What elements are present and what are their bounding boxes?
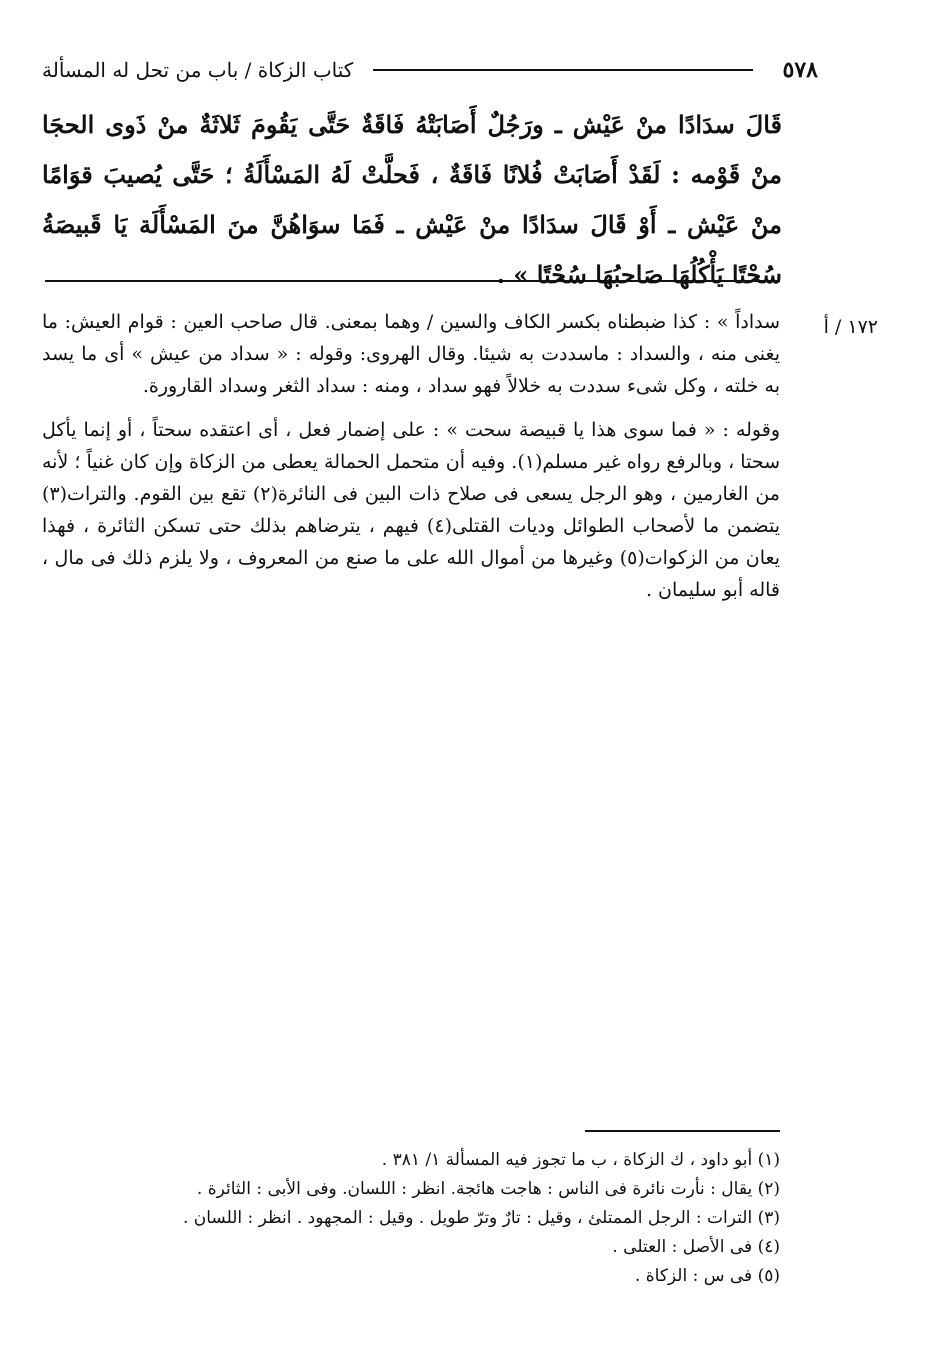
footnotes	[60, 1146, 780, 1291]
footnote: (١) أبو داود ، ك الزكاة ، ب ما تجوز فيه المسألة ١/ ٣٨١ .	[381, 1150, 780, 1170]
footnote: (٢) يقال : نأرت نائرة فى الناس : هاجت هائجة. انظر : اللسان. وفى الأبى : الثائرة .	[196, 1179, 780, 1199]
footnote-divider	[585, 1130, 780, 1132]
commentary-paragraph: وقوله : « فما سوى هذا يا قبيصة سحت » : على إضمار فعل ، أى اعتقده سحتاً ، أو إنما يأكل سحتا ، وبالرفع رواه غير مسلم(١). وفيه أن متحمل الحمالة يعطى من الزكاة وإن كان غنياً ؛ لأنه من الغارمين ، وهو الرجل يسعى فى صلاح ذات البين فى النائرة(٢) تقع بين القوم. والترات(٣) يتضمن ما لأصحاب الطوائل وديات القتلى(٤) فيهم ، يترضاهم بذلك حتى تسكن الثائرة ، فهذا يعان من الزكوات(٥) وغيرها من أموال الله على ما صنع من المعروف ، ولا يلزم ذلك فى مال ، قاله أبو سليمان .	[42, 419, 781, 601]
header-rule	[373, 69, 752, 71]
page-number: ٥٧٨	[782, 57, 818, 83]
footnote: (٥) فى س : الزكاة .	[634, 1266, 780, 1286]
footnote: (٣) الترات : الرجل الممتلئ ، وقيل : تارٌ وترّ طويل . وقيل : المجهود . انظر : اللسان .	[182, 1208, 780, 1228]
commentary	[42, 306, 780, 618]
page-header	[42, 52, 818, 88]
section-divider	[45, 280, 780, 282]
commentary-paragraph: سداداً » : كذا ضبطناه بكسر الكاف والسين / وهما بمعنى. قال صاحب العين : قوام العيش: ما يغنى منه ، والسداد : ماسددت به شيئا. وقال الهروى: وقوله : « سداد من عيش » أى ما يسد به خلته ، وكل شىء سددت به خلالاً فهو سداد ، ومنه : سداد الثغر وسداد القارورة.	[42, 311, 780, 397]
footnote: (٤) فى الأصل : العتلى .	[612, 1237, 780, 1257]
hadith-text: قَالَ سدَادًا منْ عَيْش ـ ورَجُلٌ أَصَابَتْهُ فَاقَةٌ حَتَّى يَقُومَ ثَلاثَةٌ منْ ذَوى الحجَا منْ قَوْمه : لَقَدْ أَصَابَتْ فُلانًا فَاقَةٌ ، فَحلَّتْ لَهُ المَسْأَلَةُ ؛ حَتَّى يُصيبَ قوَامًا منْ عَيْش ـ أَوْ قَالَ سدَادًا منْ عَيْش ـ فَمَا سوَاهُنَّ منَ المَسْأَلَة يَا قَبيصَةُ سُحْتًا يَأْكُلُهَا صَاحبُهَا سُحْتًا » .	[42, 110, 783, 289]
running-title: كتاب الزكاة / باب من تحل له المسألة	[42, 58, 354, 82]
manuscript-folio-ref: ١٧٢ / أ	[823, 316, 878, 338]
